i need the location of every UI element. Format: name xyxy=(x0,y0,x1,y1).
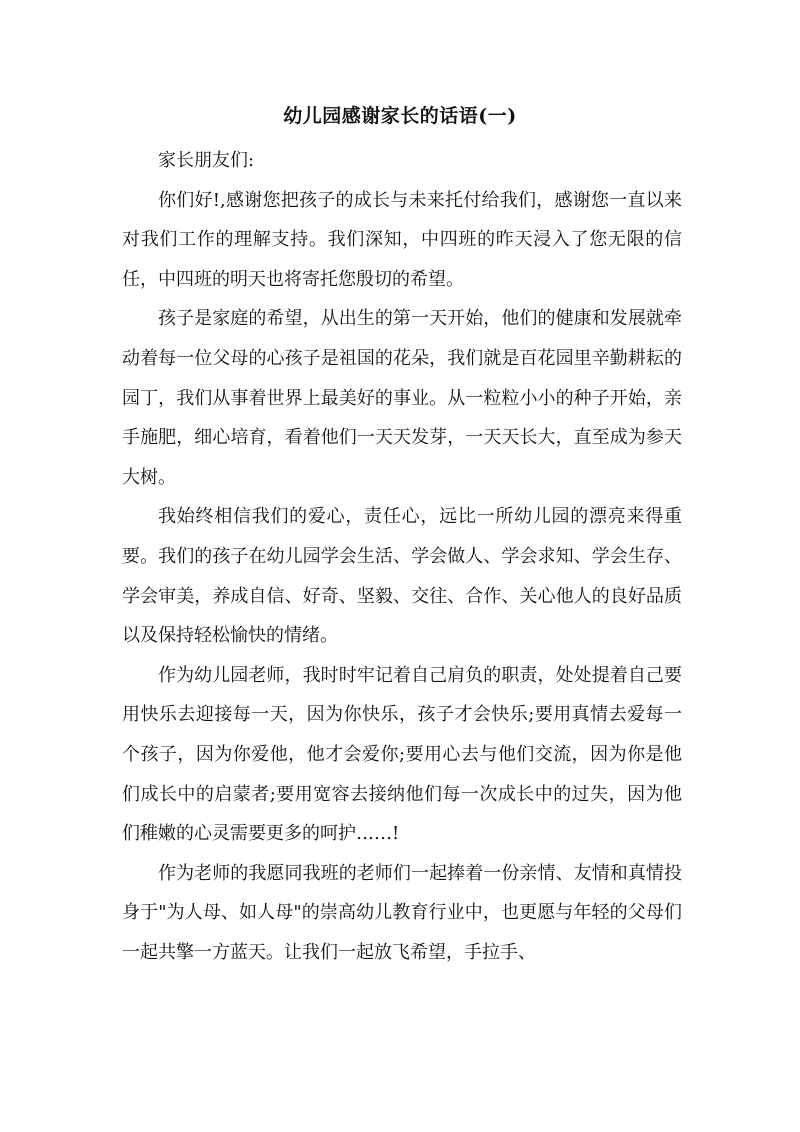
paragraph-2: 孩子是家庭的希望，从出生的第一天开始，他们的健康和发展就牵动着每一位父母的心孩子是祖国的花朵，我们就是百花园里辛勤耕耘的园丁，我们从事着世界上最美好的事业。从一粒粒小小的种子开始，亲手施肥，细心培育，看着他们一天天发芽，一天天长大，直至成为参天大树。 xyxy=(122,308,682,488)
document-title: 幼儿园感谢家长的话语(一) xyxy=(283,105,517,127)
paragraph-4: 作为幼儿园老师，我时时牢记着自己肩负的职责，处处提着自己要用快乐去迎接每一天，因为你快乐，孩子才会快乐;要用真情去爱每一个孩子，因为你爱他，他才会爱你;要用心去与他们交流，因为你是他们成长中的启蒙者;要用宽容去接纳他们每一次成长中的过失，因为他们稚嫩的心灵需要更多的呵护……! xyxy=(122,664,682,845)
document-body xyxy=(122,141,682,972)
salutation: 家长朋友们: xyxy=(158,150,255,171)
paragraph-1: 你们好!,感谢您把孩子的成长与未来托付给我们，感谢您一直以来对我们工作的理解支持。我们深知，中四班的昨天浸入了您无限的信任，中四班的明天也将寄托您殷切的希望。 xyxy=(122,189,682,290)
paragraph-5: 作为老师的我愿同我班的老师们一起捧着一份亲情、友情和真情投身于"为人母、如人母"的崇高幼儿教育行业中，也更愿与年轻的父母们一起共擎一方蓝天。让我们一起放飞希望，手拉手、 xyxy=(122,862,682,963)
paragraph-3: 我始终相信我们的爱心，责任心，远比一所幼儿园的漂亮来得重要。我们的孩子在幼儿园学会生活、学会做人、学会求知、学会生存、学会审美，养成自信、好奇、坚毅、交往、合作、关心他人的良好品质以及保持轻松愉快的情绪。 xyxy=(122,506,682,647)
